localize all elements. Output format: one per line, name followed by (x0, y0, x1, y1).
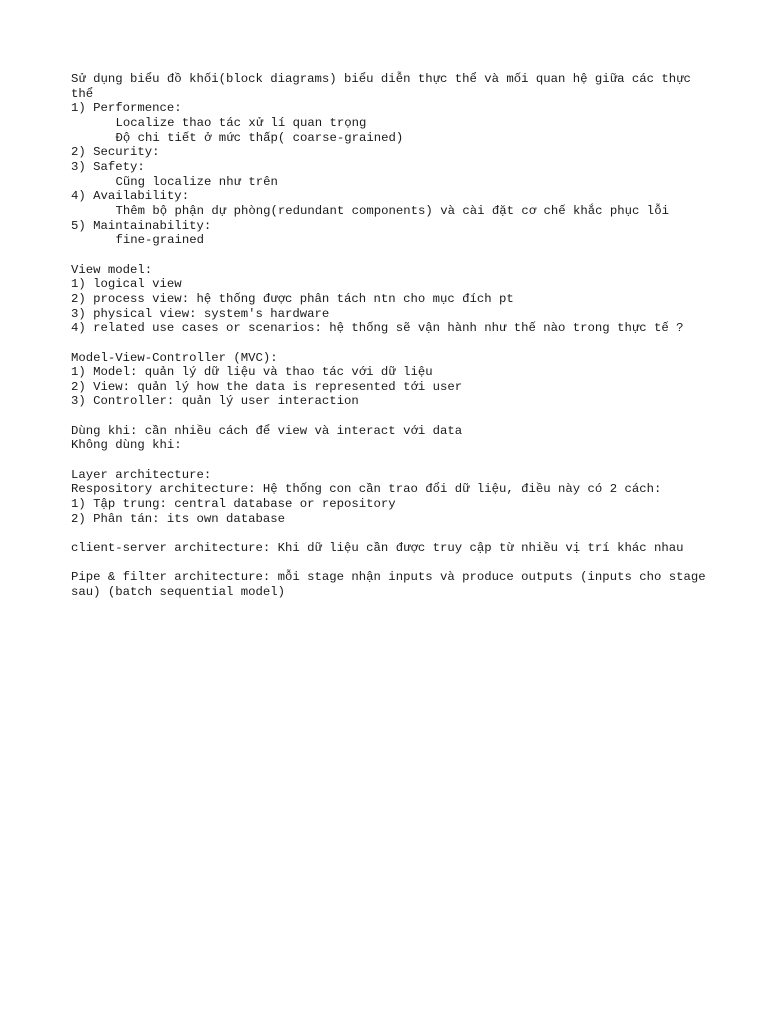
spacer (71, 556, 711, 571)
view-model-item-2: 2) process view: hệ thống được phân tách ntn cho mục đích pt (71, 291, 514, 306)
security-heading: 2) Security: (71, 145, 160, 160)
usage-when: Dùng khi: cần nhiều cách để view và interact với data (71, 423, 463, 438)
repository-architecture: Respository architecture: Hệ thống con cần trao đổi dữ liệu, điều này có 2 cách: (71, 482, 662, 497)
document-body (71, 72, 714, 600)
spacer (71, 526, 711, 541)
spacer (71, 336, 711, 351)
repository-item-1: 1) Tập trung: central database or repository (71, 497, 396, 512)
view-model-item-3: 3) physical view: system's hardware (71, 306, 330, 321)
mvc-item-1: 1) Model: quản lý dữ liệu và thao tác với dữ liệu (71, 365, 433, 380)
mvc-item-2: 2) View: quản lý how the data is represented tới user (71, 379, 463, 394)
performance-heading: 1) Performence: (71, 101, 182, 116)
layer-architecture: Layer architecture: (71, 467, 212, 482)
view-model-item-4: 4) related use cases or scenarios: hệ thống sẽ vận hành như thế nào trong thực tế ? (71, 321, 684, 336)
spacer (71, 248, 711, 263)
view-model-heading: View model: (71, 262, 153, 277)
view-model-item-1: 1) logical view (71, 277, 182, 292)
maintainability-heading: 5) Maintainability: (71, 218, 212, 233)
safety-note-1: Cũng localize như trên (115, 174, 278, 189)
performance-note-1: Localize thao tác xử lí quan trọng (115, 116, 367, 130)
intro-text: Sử dụng biểu đồ khối(block diagrams) biểu diễn thực thể và mối quan hệ giữa các thực thể (71, 72, 699, 101)
mvc-item-3: 3) Controller: quản lý user interaction (71, 394, 359, 409)
mvc-heading: Model-View-Controller (MVC): (71, 350, 278, 365)
availability-note-1: Thêm bộ phận dự phòng(redundant components) và cài đặt cơ chế khắc phục lỗi (115, 203, 669, 218)
maintainability-note-1: fine-grained (115, 233, 205, 248)
pipe-filter-architecture: Pipe & filter architecture: mỗi stage nhận inputs và produce outputs (inputs cho stage sau) (batch sequential model) (71, 570, 714, 600)
spacer (71, 453, 711, 468)
safety-heading: 3) Safety: (71, 159, 145, 174)
availability-heading: 4) Availability: (71, 189, 190, 204)
spacer (71, 409, 711, 424)
performance-note-2: Độ chi tiết ở mức thấp( coarse-grained) (115, 130, 404, 145)
repository-item-2: 2) Phân tán: its own database (71, 511, 286, 526)
client-server-architecture: client-server architecture: Khi dữ liệu cần được truy cập từ nhiều vị trí khác nhau (71, 541, 684, 556)
usage-when-not: Không dùng khi: (71, 438, 182, 453)
